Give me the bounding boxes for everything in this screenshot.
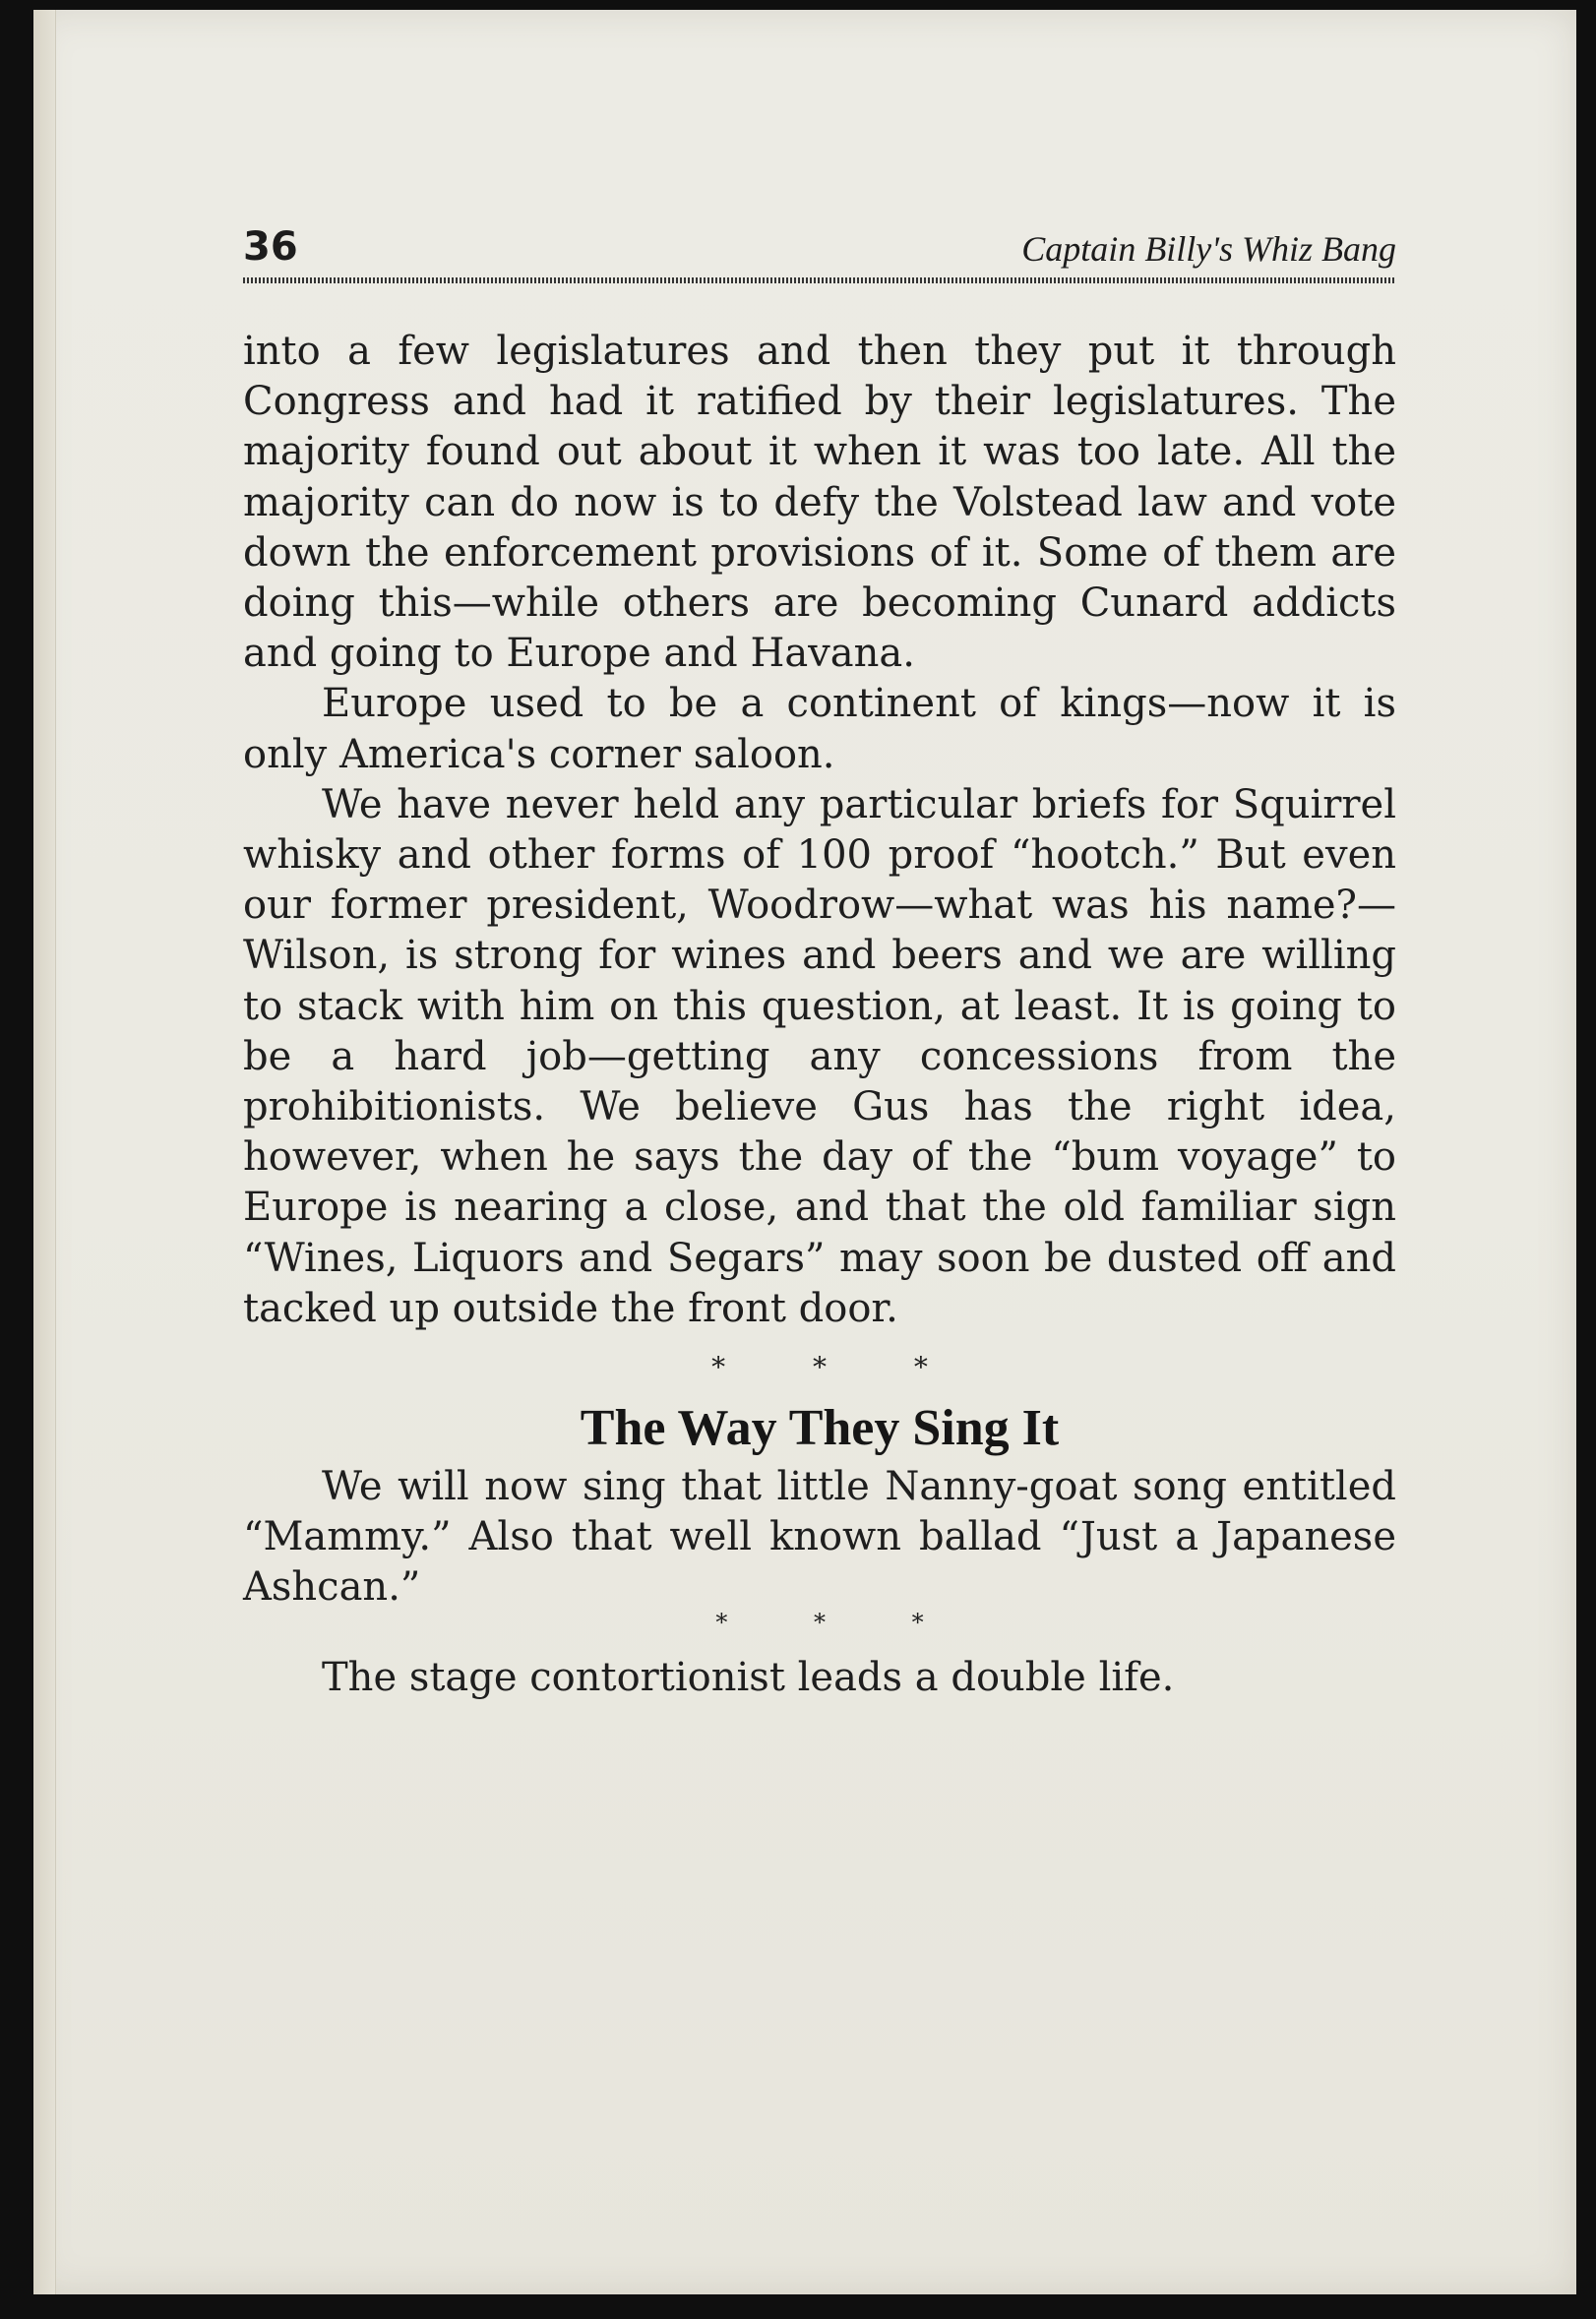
section-heading: The Way They Sing It [580,1400,1060,1457]
page-number: 36 [243,224,298,270]
closing-joke: The stage contortionist leads a double life. [322,1654,1175,1700]
joke-separator: * * * [715,1608,963,1636]
page-binding-edge [33,10,56,2294]
article-paragraph-3: We have never held any particular briefs for Squirrel whisky and other forms of 100 proof “hootch.” But even our former president, Woodrow—what was his name?—Wilson, is strong for wines and beers and we are willing to stack with him on this question, at least. It is going to be a hard job—getting any concessions from the prohibitionists. We believe Gus has the right idea, however, when he says the day of the “bum voyage” to Europe is nearing a close, and that the old familiar sign “Wines, Liquors and Segars” may soon be dusted off and tacked up outside the front door. [243,781,1396,1331]
page-body [243,327,1396,1703]
section-paragraph: We will now sing that little Nanny-goat song entitled “Mammy.” Also that well known ballad “Just a Japanese Ashcan.” [243,1464,1396,1611]
page-header [243,224,1396,283]
article-paragraph-2: Europe used to be a continent of kings—now it is only America's corner saloon. [243,681,1396,777]
header-rule [243,277,1396,283]
running-title: Captain Billy's Whiz Bang [1021,229,1396,269]
article-paragraph-1: into a few legislatures and then they put it through Congress and had it ratified by their legislatures. The majority found out about it when it was too late. All the majority can do now is to defy the Volstead law and vote down the enforcement provisions of it. Some of them are doing this—while others are becoming Cunard addicts and going to Europe and Havana. [243,329,1396,677]
section-separator: * * * [711,1351,967,1384]
